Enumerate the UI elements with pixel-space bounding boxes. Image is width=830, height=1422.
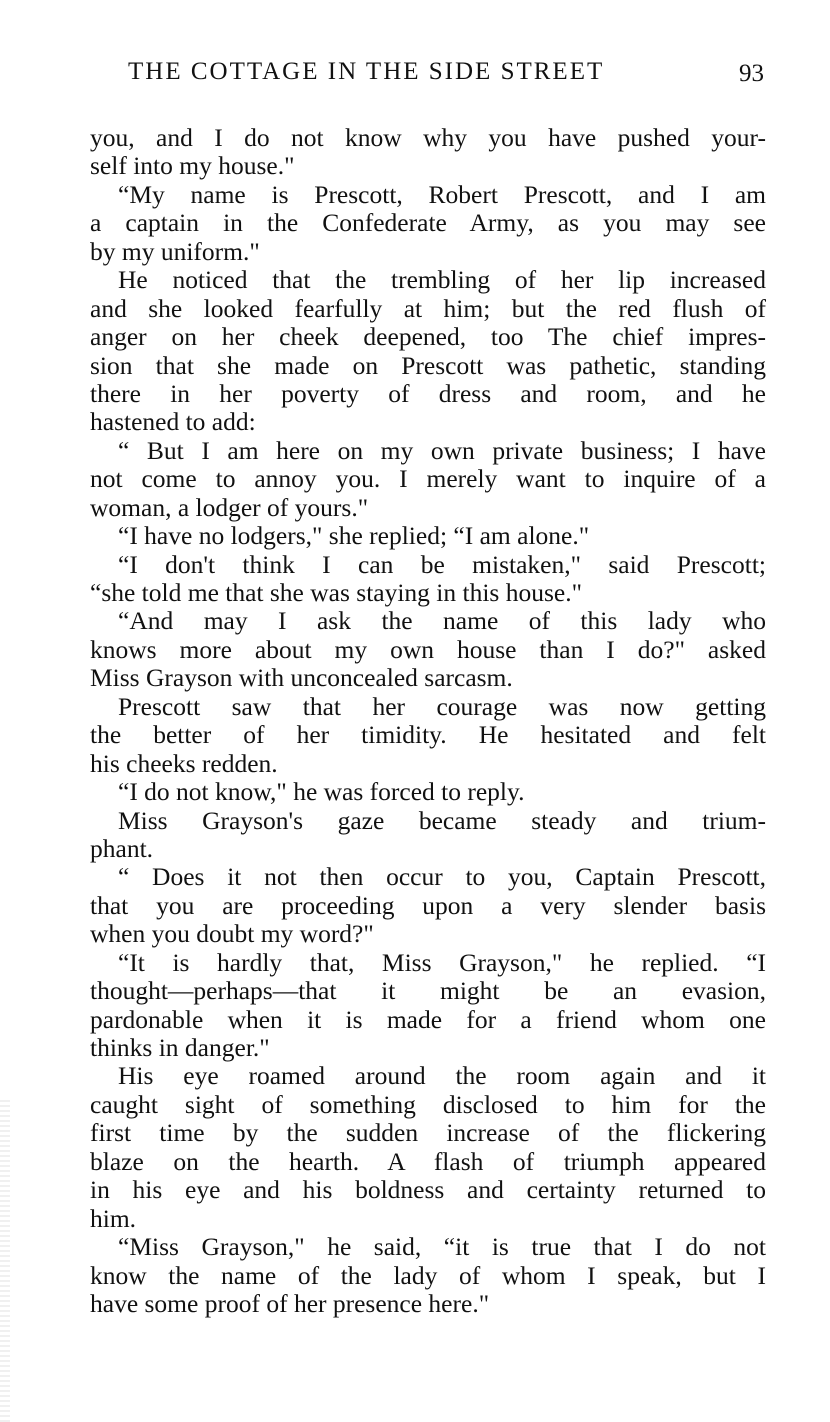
text-line: blaze on the hearth. A flash of triumph appeared xyxy=(90,1146,766,1176)
text-line: “ Does it not then occur to you, Captain Prescott, xyxy=(118,862,766,892)
text-line: caught sight of something disclosed to him for the xyxy=(90,1089,766,1119)
text-line: him. xyxy=(90,1203,137,1233)
text-line: in his eye and his boldness and certainty returned to xyxy=(90,1175,766,1205)
text-line: the better of her timidity. He hesitated and felt xyxy=(90,720,766,750)
text-line: Prescott saw that her courage was now getting xyxy=(118,691,766,721)
text-line: knows more about my own house than I do?" asked xyxy=(90,634,766,664)
text-line: first time by the sudden increase of the flickering xyxy=(90,1118,766,1148)
text-line: there in her poverty of dress and room, and he xyxy=(90,378,766,408)
text-line: thought—perhaps—that it might be an evasion, xyxy=(90,976,766,1006)
text-line: have some proof of her presence here." xyxy=(90,1288,490,1318)
text-line: Miss Grayson's gaze became steady and trium- xyxy=(118,805,766,835)
text-line: self into my house." xyxy=(90,151,295,181)
text-line: and she looked fearfully at him; but the red flush of xyxy=(90,293,766,323)
body-text xyxy=(90,124,766,1318)
text-line: His eye roamed around the room again and it xyxy=(118,1061,766,1091)
text-line: thinks in danger." xyxy=(90,1033,270,1062)
text-line: by my uniform." xyxy=(90,236,260,266)
text-line: “It is hardly that, Miss Grayson," he replied. “I xyxy=(118,947,766,977)
text-line: anger on her cheek deepened, too The chief impres- xyxy=(90,322,766,352)
text-line: “Miss Grayson," he said, “it is true that I do not xyxy=(118,1232,766,1262)
page-number: 93 xyxy=(739,60,764,87)
text-line: pardonable when it is made for a friend whom one xyxy=(90,1004,766,1034)
text-line: “she told me that she was staying in this house." xyxy=(90,578,583,607)
scan-edge-artifact xyxy=(0,1100,10,1422)
text-line: a captain in the Confederate Army, as you may see xyxy=(90,208,766,238)
text-line: “ But I am here on my own private business; I have xyxy=(118,435,766,465)
text-line: not come to annoy you. I merely want to inquire of a xyxy=(90,464,766,494)
text-line: “I have no lodgers," she replied; “I am alone." xyxy=(118,521,590,551)
text-line: woman, a lodger of yours." xyxy=(90,492,369,522)
text-line: that you are proceeding upon a very slender basis xyxy=(90,890,766,920)
text-line: sion that she made on Prescott was pathetic, standing xyxy=(90,350,766,380)
text-line: “I do not know," he was forced to reply. xyxy=(118,777,525,807)
text-line: He noticed that the trembling of her lip increased xyxy=(118,265,766,295)
text-line: you, and I do not know why you have pushed your- xyxy=(90,123,766,152)
text-line: his cheeks redden. xyxy=(90,748,278,778)
text-line: “And may I ask the name of this lady who xyxy=(118,606,766,636)
text-line: when you doubt my word?" xyxy=(90,919,374,949)
text-line: phant. xyxy=(90,833,154,863)
running-head xyxy=(128,58,768,94)
text-line: “I don't think I can be mistaken," said Prescott; xyxy=(118,549,766,579)
text-line: hastened to add: xyxy=(90,407,256,437)
text-line: “My name is Prescott, Robert Prescott, and I am xyxy=(118,179,766,209)
running-head-title: THE COTTAGE IN THE SIDE STREET xyxy=(128,58,605,85)
text-line: know the name of the lady of whom I speak, but I xyxy=(90,1260,766,1290)
text-line: Miss Grayson with unconcealed sarcasm. xyxy=(90,663,513,693)
